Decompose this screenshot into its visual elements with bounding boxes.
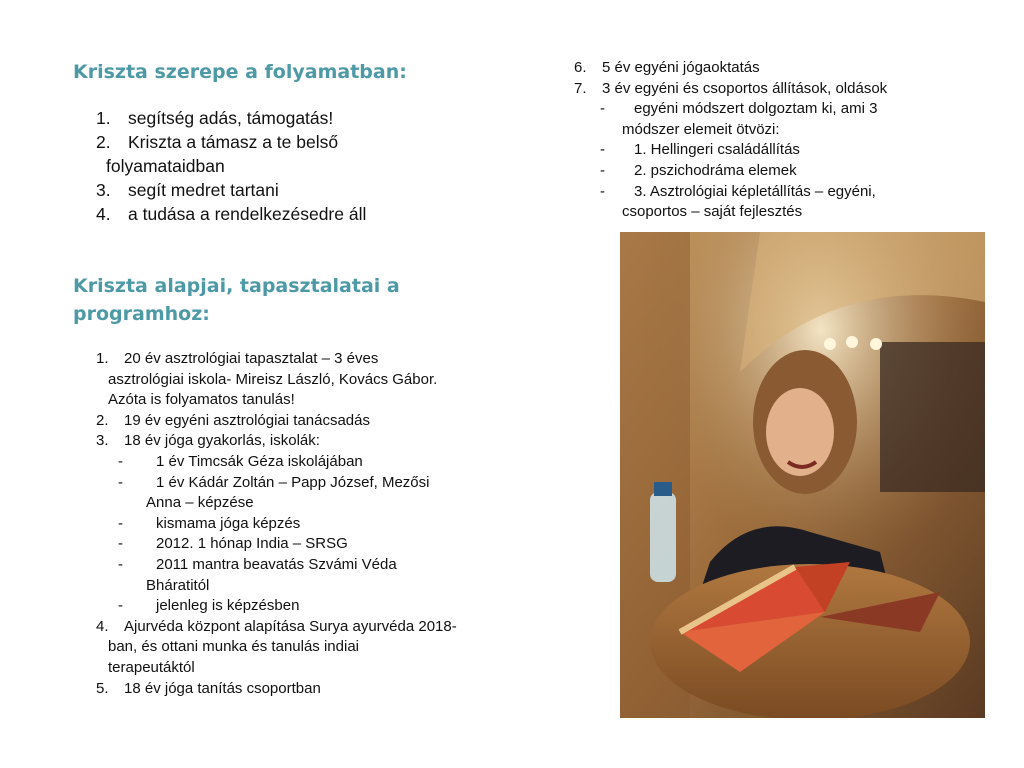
list-item: [574, 79, 974, 100]
dash-bullet: -: [118, 597, 123, 615]
list-number: 7.: [574, 79, 587, 97]
item-continuation: Azóta is folyamatos tanulás!: [108, 391, 295, 409]
item-continuation: asztrológiai iskola- Mireisz László, Kovács Gábor.: [108, 370, 438, 388]
dash-bullet: -: [118, 473, 123, 491]
dash-bullet: -: [600, 141, 605, 159]
item-text: kismama jóga képzés: [156, 514, 301, 532]
item-text: 18 év jóga tanítás csoportban: [124, 679, 321, 697]
sub-list-item: [96, 514, 516, 535]
list-number: 5.: [96, 679, 109, 697]
item-text: 18 év jóga gyakorlás, iskolák:: [124, 432, 320, 450]
list-number: 1.: [96, 350, 109, 367]
item-text: 2011 mantra beavatás Szvámi Véda: [156, 555, 397, 573]
sub-list-item: [574, 140, 974, 161]
role-list: [96, 106, 476, 226]
sub-list-item: [96, 473, 516, 514]
list-item: 3. segít medret tartani: [96, 180, 279, 200]
dash-bullet: -: [118, 555, 123, 573]
item-continuation: Anna – képzése: [146, 494, 254, 512]
list-item: 2. Kriszta a támasz a te belső folyamataidban: [96, 132, 339, 176]
dash-bullet: -: [118, 514, 123, 532]
list-item: [96, 349, 516, 411]
sub-list-item: [96, 452, 516, 473]
list-number: 3.: [96, 432, 109, 450]
dash-bullet: -: [600, 100, 605, 118]
item-continuation: módszer elemeit ötvözi:: [622, 120, 780, 138]
list-item: 1. segítség adás, támogatás!: [96, 108, 334, 128]
sub-list-item: [574, 161, 974, 182]
item-continuation: terapeutáktól: [108, 658, 195, 676]
item-text: 20 év asztrológiai tapasztalat – 3 éves: [124, 350, 379, 367]
list-number: 2.: [96, 411, 109, 429]
dash-bullet: -: [118, 452, 123, 470]
list-item: [96, 679, 516, 700]
list-item: [574, 58, 974, 79]
item-text: 5 év egyéni jógaoktatás: [602, 59, 760, 76]
item-text: 1 év Timcsák Géza iskolájában: [156, 452, 363, 470]
experience-list-right: [574, 58, 974, 223]
sub-list-item: [96, 555, 516, 596]
list-item: [96, 617, 516, 679]
item-continuation: csoportos – saját fejlesztés: [622, 203, 803, 221]
item-text: egyéni módszert dolgoztam ki, ami 3: [634, 100, 878, 118]
sub-list-item: [96, 596, 516, 617]
sub-list-item: [574, 99, 974, 140]
item-text: 3 év egyéni és csoportos állítások, oldások: [602, 79, 888, 97]
list-number: 4.: [96, 617, 109, 635]
item-text: 2012. 1 hónap India – SRSG: [156, 535, 348, 553]
sub-list-item: [574, 182, 974, 223]
item-text: 1. Hellingeri családállítás: [634, 141, 800, 159]
section-title-background: Kriszta alapjai, tapasztalatai a programhoz:: [73, 275, 400, 325]
dash-bullet: -: [600, 182, 605, 200]
item-text: 19 év egyéni asztrológiai tanácsadás: [124, 411, 370, 429]
item-text: 1 év Kádár Zoltán – Papp József, Mezősi: [156, 473, 430, 491]
item-text: Ajurvéda központ alapítása Surya ayurvéda 2018-: [124, 617, 457, 635]
experience-list-left: [96, 349, 516, 699]
sub-list-item: [96, 534, 516, 555]
item-text: 2. pszichodráma elemek: [634, 161, 797, 179]
item-text: jelenleg is képzésben: [156, 597, 300, 615]
list-number: 6.: [574, 59, 587, 76]
dash-bullet: -: [600, 161, 605, 179]
section-title-role: Kriszta szerepe a folyamatban:: [73, 61, 407, 83]
item-text: 3. Asztrológiai képletállítás – egyéni,: [634, 182, 876, 200]
dash-bullet: -: [118, 535, 123, 553]
list-item: 4. a tudása a rendelkezésedre áll: [96, 204, 367, 224]
item-continuation: Bháratitól: [146, 576, 210, 594]
list-item: [96, 411, 516, 432]
portrait-photo: [620, 232, 985, 718]
item-continuation: ban, és ottani munka és tanulás indiai: [108, 638, 359, 656]
list-item: [96, 431, 516, 452]
